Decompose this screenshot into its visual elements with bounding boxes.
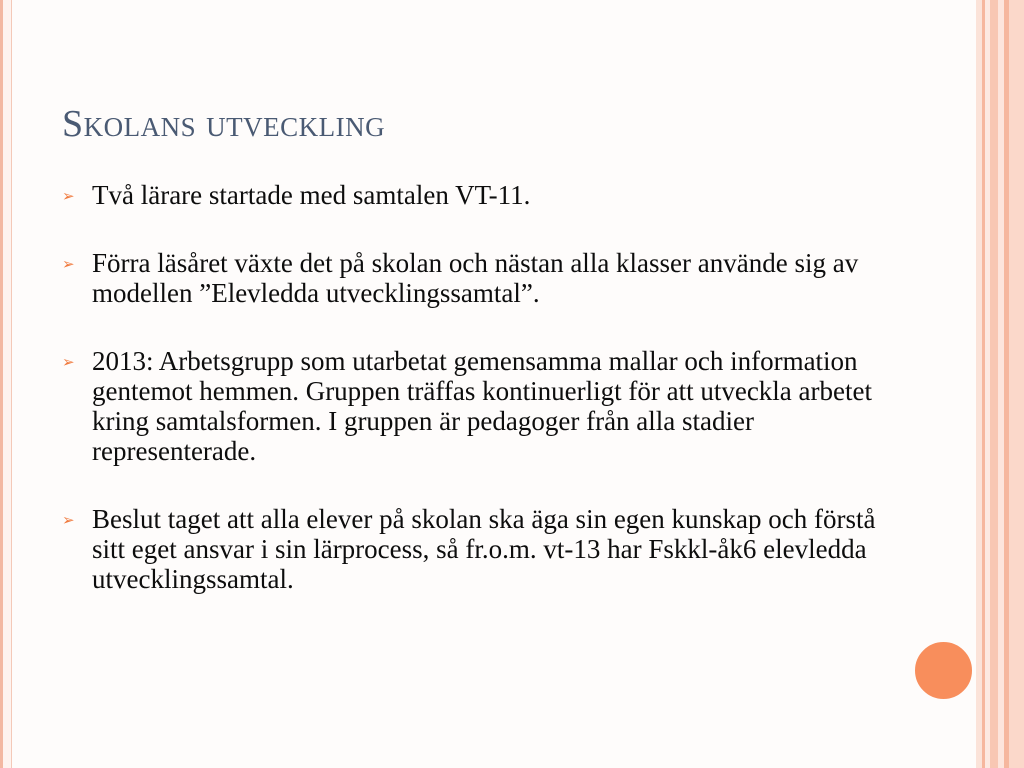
bullet-item — [62, 504, 892, 594]
decorative-circle-icon — [913, 640, 974, 701]
arrow-bullet-icon: ➢ — [62, 257, 75, 273]
arrow-bullet-icon: ➢ — [62, 189, 75, 205]
bullet-item — [62, 180, 892, 210]
bullet-list — [62, 180, 892, 632]
decorative-stripe — [1009, 0, 1024, 768]
bullet-item — [62, 346, 892, 466]
slide-border-left — [0, 0, 3, 768]
slide-title: Skolans utveckling — [62, 103, 386, 145]
decorative-stripe — [990, 0, 998, 768]
bullet-text: 2013: Arbetsgrupp som utarbetat gemensamma mallar och information gentemot hemmen. Gruppen träffas kontinuerligt för att utveckla arbetet kring samtalsformen. I gruppen är pedagoger från alla stadier representerade. — [92, 346, 872, 466]
bullet-text: Två lärare startade med samtalen VT-11. — [92, 180, 531, 210]
bullet-text: Förra läsåret växte det på skolan och nästan alla klasser använde sig av modellen ”Elevledda utvecklingssamtal”. — [92, 248, 859, 308]
bullet-item — [62, 248, 892, 308]
bullet-text: Beslut taget att alla elever på skolan ska äga sin egen kunskap och förstå sitt eget ansvar i sin lärprocess, så fr.o.m. vt-13 har Fskkl-åk6 elevledda utvecklingssamtal. — [92, 504, 876, 594]
arrow-bullet-icon: ➢ — [62, 513, 75, 529]
arrow-bullet-icon: ➢ — [62, 355, 75, 371]
